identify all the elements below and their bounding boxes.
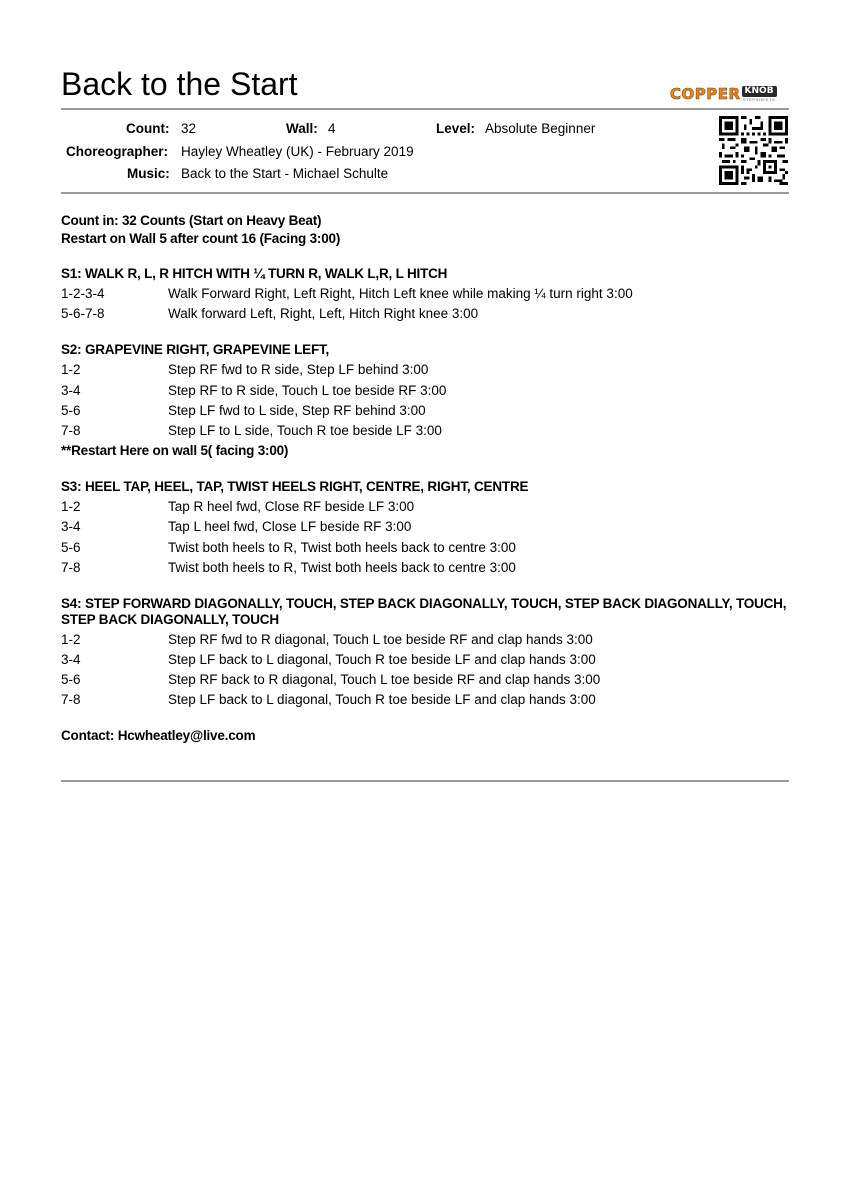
section-2 (61, 342, 789, 461)
logo-copper-text: COPPER (670, 85, 741, 103)
step-row (61, 284, 789, 304)
step-count: 1-2-3-4 (61, 286, 105, 301)
logo-knob-text: KNOB (742, 86, 777, 97)
logo-right (742, 86, 777, 102)
step-count: 7-8 (61, 559, 81, 575)
step-description: Step RF fwd to R diagonal, Touch L toe beside RF and clap hands 3:00 (168, 631, 593, 647)
step-row (61, 517, 789, 537)
step-count: 5-6 (61, 539, 81, 555)
contact-text: Contact: Hcwheatley@live.com (61, 727, 256, 743)
step-count: 3-4 (61, 652, 81, 668)
step-row (61, 630, 789, 650)
step-description: Step LF back to L diagonal, Touch R toe beside LF and clap hands 3:00 (168, 692, 596, 708)
step-count: 1-2 (61, 631, 81, 647)
step-row (61, 690, 789, 710)
step-description: Step RF to R side, Touch L toe beside RF 3:00 (168, 382, 447, 398)
restart-note: **Restart Here on wall 5( facing 3:00) (61, 443, 289, 459)
step-sheet-body (61, 212, 789, 745)
music-label: Music: (127, 166, 170, 181)
step-row (61, 558, 789, 578)
step-count: 5-6-7-8 (61, 306, 105, 322)
qr-code-icon (719, 116, 788, 185)
wall-label: Wall: (286, 121, 318, 136)
footer-rule (61, 780, 789, 782)
step-count: 5-6 (61, 402, 81, 418)
level-label: Level: (436, 121, 476, 136)
count-label: Count: (126, 121, 170, 136)
step-description: Step RF fwd to R side, Step LF behind 3:00 (168, 362, 429, 378)
section-4 (61, 596, 789, 711)
step-description: Walk Forward Right, Left Right, Hitch Left knee while making ¼ turn right 3:00 (168, 286, 633, 301)
step-row (61, 304, 789, 324)
logo-sub-text: STEPSHEETS (742, 97, 776, 102)
step-row (61, 401, 789, 421)
step-description: Tap L heel fwd, Close LF beside RF 3:00 (168, 519, 412, 535)
level-value: Absolute Beginner (485, 121, 596, 136)
step-row (61, 497, 789, 517)
music-value: Back to the Start - Michael Schulte (181, 166, 389, 181)
step-row (61, 360, 789, 380)
step-count: 3-4 (61, 519, 81, 535)
step-description: Tap R heel fwd, Close RF beside LF 3:00 (168, 499, 415, 515)
step-count: 7-8 (61, 692, 81, 708)
step-count: 7-8 (61, 422, 81, 438)
step-count: 5-6 (61, 672, 81, 688)
step-description: Twist both heels to R, Twist both heels back to centre 3:00 (168, 539, 516, 555)
step-count: 3-4 (61, 382, 81, 398)
step-description: Step LF to L side, Touch R toe beside LF 3:00 (168, 422, 442, 438)
step-description: Walk forward Left, Right, Left, Hitch Right knee 3:00 (168, 306, 479, 322)
wall-value: 4 (328, 121, 336, 136)
restart-info-text: Restart on Wall 5 after count 16 (Facing 3:00) (61, 231, 341, 246)
section-title: S4: STEP FORWARD DIAGONALLY, TOUCH, STEP BACK DIAGONALLY, TOUCH, STEP BACK DIAGONALLY, TOUCH, STEP BACK DIAGONALLY, TOUCH (61, 595, 787, 627)
step-row (61, 381, 789, 401)
section-3 (61, 479, 789, 578)
step-row (61, 538, 789, 558)
step-row (61, 670, 789, 690)
step-row (61, 421, 789, 441)
copperknob-logo (670, 84, 777, 104)
step-count: 1-2 (61, 499, 81, 515)
step-description: Step RF back to R diagonal, Touch L toe beside RF and clap hands 3:00 (168, 672, 601, 688)
step-description: Step LF fwd to L side, Step RF behind 3:00 (168, 402, 426, 418)
header-rule (61, 108, 789, 110)
step-description: Step LF back to L diagonal, Touch R toe beside LF and clap hands 3:00 (168, 652, 596, 668)
section-title: S3: HEEL TAP, HEEL, TAP, TWIST HEELS RIGHT, CENTRE, RIGHT, CENTRE (61, 479, 529, 495)
choreographer-value: Hayley Wheatley (UK) - February 2019 (181, 144, 414, 159)
section-title: S1: WALK R, L, R HITCH WITH ¼ TURN R, WALK L,R, L HITCH (61, 266, 448, 281)
count-value: 32 (181, 121, 197, 136)
count-in-text: Count in: 32 Counts (Start on Heavy Beat) (61, 213, 322, 228)
section-title: S2: GRAPEVINE RIGHT, GRAPEVINE LEFT, (61, 342, 330, 358)
section-1 (61, 266, 789, 324)
step-row (61, 650, 789, 670)
meta-rule (61, 192, 789, 194)
step-count: 1-2 (61, 362, 81, 378)
choreographer-label: Choreographer: (66, 144, 169, 159)
step-description: Twist both heels to R, Twist both heels back to centre 3:00 (168, 559, 516, 575)
page-title: Back to the Start (61, 66, 298, 102)
